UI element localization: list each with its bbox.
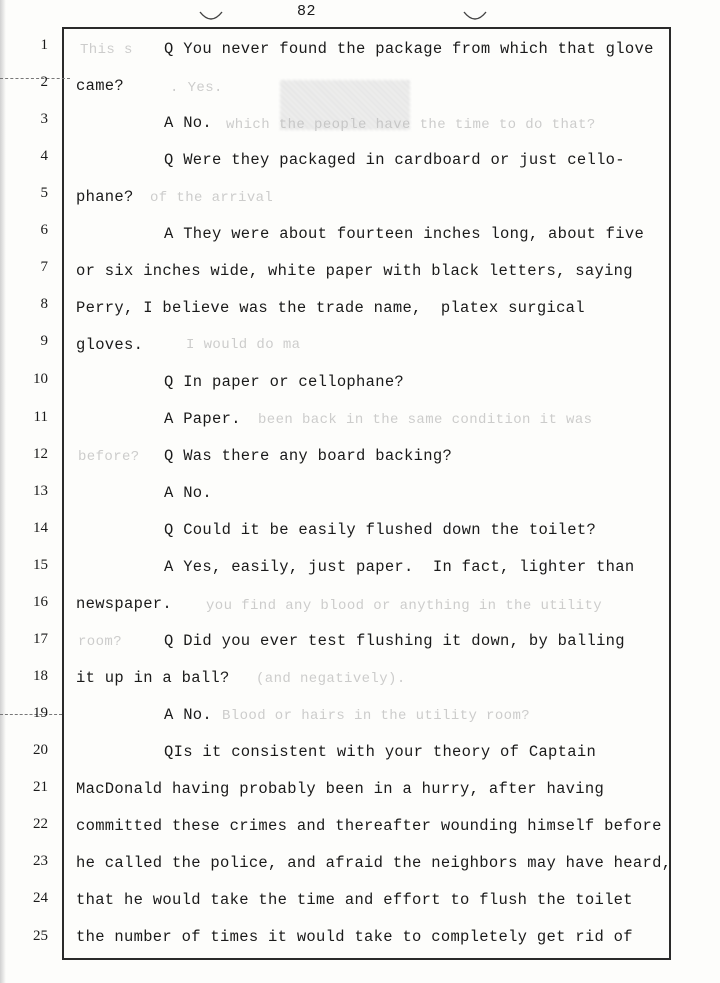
line-number: 24	[33, 890, 48, 906]
line-number: 23	[33, 853, 48, 869]
transcript-line: came?	[76, 77, 125, 95]
transcript-line: MacDonald having probably been in a hurry, after having	[76, 780, 605, 798]
transcript-line: Q Did you ever test flushing it down, by balling	[164, 632, 625, 650]
line-number: 7	[40, 259, 48, 275]
line-number: 25	[33, 928, 48, 944]
transcript-line: Perry, I believe was the trade name, platex surgical	[76, 299, 585, 317]
transcript-line: newspaper.	[76, 595, 173, 613]
transcript-line: that he would take the time and effort to flush the toilet	[76, 891, 633, 909]
bleed-through: I would do ma	[186, 337, 301, 353]
line-number: 16	[33, 594, 48, 610]
transcript-line: A Yes, easily, just paper. In fact, lighter than	[164, 558, 635, 576]
line-number: 18	[33, 668, 48, 684]
transcript-line: or six inches wide, white paper with black letters, saying	[76, 262, 633, 280]
line-number: 6	[40, 222, 48, 238]
bleed-through: you find any blood or anything in the utility	[206, 598, 603, 614]
bleed-through: Blood or hairs in the utility room?	[222, 708, 531, 724]
transcript-line: Q Were they packaged in cardboard or just cello-	[164, 151, 625, 169]
line-number: 2	[40, 74, 48, 90]
transcript-line: committed these crimes and thereafter wounding himself before	[76, 817, 662, 835]
line-number: 14	[33, 520, 48, 536]
line-number: 9	[40, 333, 48, 349]
binding-mark-right	[462, 10, 488, 24]
transcript-line: QIs it consistent with your theory of Captain	[164, 743, 597, 761]
transcript-line: Q Was there any board backing?	[164, 447, 453, 465]
transcript-line: Q Could it be easily flushed down the toilet?	[164, 521, 597, 539]
transcript-line: phane?	[76, 188, 134, 206]
transcript-line: A No.	[164, 706, 213, 724]
line-number: 1	[40, 37, 48, 53]
line-number: 20	[33, 742, 48, 758]
line-number: 10	[33, 371, 48, 387]
line-number: 8	[40, 296, 48, 312]
line-number: 15	[33, 557, 48, 573]
line-number: 17	[33, 631, 48, 647]
bleed-through: been back in the same condition it was	[258, 412, 593, 428]
line-number: 19	[33, 705, 48, 721]
transcript-line: he called the police, and afraid the neighbors may have heard,	[76, 854, 672, 872]
bleed-through: (and negatively).	[256, 671, 406, 687]
bleed-through: which the people have the time to do that?	[226, 117, 596, 133]
line-number: 11	[33, 409, 48, 425]
line-number: 21	[33, 779, 48, 795]
transcript-line: it up in a ball?	[76, 669, 230, 687]
line-number: 12	[33, 446, 48, 462]
bleed-through: before?	[78, 449, 140, 465]
transcript-line: Q In paper or cellophane?	[164, 373, 405, 391]
transcript-line: A No.	[164, 484, 213, 502]
transcript-line: A Paper.	[164, 410, 241, 428]
transcript-line: A No.	[164, 114, 213, 132]
transcript-line: A They were about fourteen inches long, about five	[164, 225, 645, 243]
transcript-line: the number of times it would take to completely get rid of	[76, 928, 633, 946]
binding-mark-left	[198, 10, 224, 24]
line-number: 13	[33, 483, 48, 499]
page-number: 82	[297, 3, 317, 20]
bleed-through: of the arrival	[150, 190, 274, 206]
bleed-through: This s	[80, 42, 133, 58]
bleed-through: room?	[78, 634, 123, 650]
transcript-line: Q You never found the package from which that glove	[164, 40, 654, 58]
line-number: 5	[40, 185, 48, 201]
line-number: 3	[40, 111, 48, 127]
line-number: 4	[40, 148, 48, 164]
line-number: 22	[33, 816, 48, 832]
transcript-line: gloves.	[76, 336, 144, 354]
bleed-through: . Yes.	[170, 80, 223, 96]
